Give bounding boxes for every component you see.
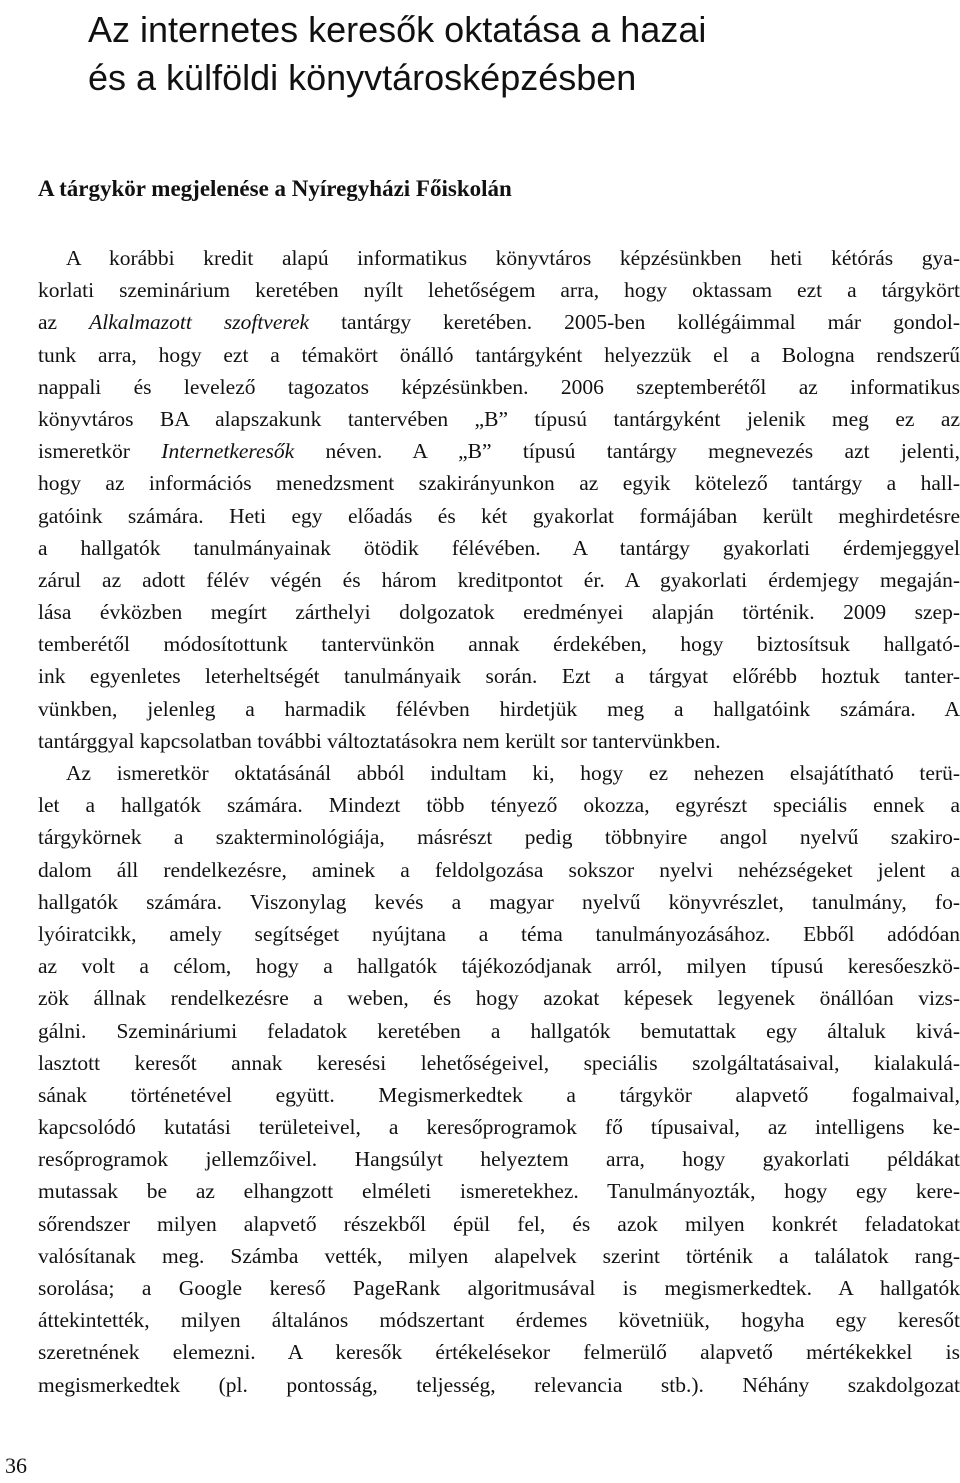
body-line: resőprogramok jellemzőivel. Hangsúlyt helyeztem arra, hogy gyakorlati példákat [38,1147,960,1172]
body-line: Az ismeretkör oktatásánál abból indultam ki, hogy ez nehezen elsajátítható terü- [66,761,960,785]
body-line: lása évközben megírt zárthelyi dolgozatok eredményei alapján történik. 2009 szep- [38,600,960,625]
body-line: lasztott keresőt annak keresési lehetőségeivel, speciális szolgáltatásaival, kialakulá- [38,1050,960,1075]
body-line: az Alkalmazott szoftverek tantárgy keretében. 2005-ben kollégáimmal már gondol- [38,310,960,335]
body-line: tantárggyal kapcsolatban további változtatásokra nem került sor tantervünkben. [38,728,721,753]
body-line: tunk arra, hogy ezt a témakört önálló tantárgyként helyezzük el a Bologna rendszerű [38,342,960,367]
body-line: sőrendszer milyen alapvető részekből épül fel, és azok milyen konkrét feladatokat [38,1211,960,1236]
body-line: mutassak be az elhangzott elméleti ismeretekhez. Tanulmányozták, hogy egy kere- [38,1179,960,1204]
body-line: vünkben, jelenleg a harmadik félévben hirdetjük meg a hallgatóink számára. A [38,696,960,721]
emphasis-subject-name: Internetkeresők [161,439,295,464]
body-line: let a hallgatók számára. Mindezt több tényező okozza, egyrészt speciális ennek a [38,793,960,818]
body-line: gatóink számára. Heti egy előadás és két gyakorlat formájában került meghirdetésre [38,503,960,528]
body-line: temberétől módosítottunk tantervünkön annak érdekében, hogy biztosítsuk hallgató- [38,632,960,657]
body-line: hogy az információs menedzsment szakirányunkon az egyik kötelező tantárgy a hall- [38,471,960,496]
body-line: valósítanak meg. Számba vették, milyen alapelvek szerint történik a találatok rang- [38,1243,960,1268]
body-line: dalom áll rendelkezésre, aminek a feldolgozása sokszor nyelvi nehézségeket jelent a [38,857,960,882]
body-line: szeretnének elemezni. A keresők értékelésekor felmerülő alapvető mértékekkel is [38,1340,960,1365]
body-line: az volt a célom, hogy a hallgatók tájékozódjanak arról, milyen típusú keresőeszkö- [38,954,960,979]
body-line: nappali és levelező tagozatos képzésünkben. 2006 szeptemberétől az informatikus [38,374,960,399]
body-line: hallgatók számára. Viszonylag kevés a magyar nyelvű könyvrészlet, tanulmány, fo- [38,889,960,914]
page-title-line-2: és a külföldi könyvtárosképzésben [88,57,637,98]
body-line: korlati szeminárium keretében nyílt lehetőségem arra, hogy oktassam ezt a tárgykört [38,278,960,303]
body-line: áttekintették, milyen általános módszertant érdemes követniük, hogyha egy keresőt [38,1308,960,1333]
body-line: könyvtáros BA alapszakunk tantervében „B” típusú tantárgyként jelenik meg ez az [38,406,960,431]
page-number: 36 [5,1453,27,1478]
body-line: kapcsolódó kutatási területeivel, a keresőprogramok fő típusaival, az intelligens ke- [38,1115,960,1140]
body-line: gálni. Szemináriumi feladatok keretében a hallgatók bemutattak egy általuk kivá- [38,1018,960,1043]
body-text [38,242,960,1401]
page-title [88,6,948,102]
body-line: a hallgatók tanulmányainak ötödik félévében. A tantárgy gyakorlati érdemjeggyel [38,535,960,560]
body-line: zök állnak rendelkezésre a weben, és hogy azokat képesek legyenek önállóan vizs- [38,986,960,1011]
page-title-line-1: Az internetes keresők oktatása a hazai [88,9,707,50]
body-line: A korábbi kredit alapú informatikus könyvtáros képzésünkben heti kétórás gya- [66,246,960,270]
body-line: sorolása; a Google kereső PageRank algoritmusával is megismerkedtek. A hallgatók [38,1276,960,1300]
body-line: tárgykörnek a szakterminológiája, másrészt pedig többnyire angol nyelvű szakiro- [38,825,960,850]
body-line: lyóiratcikk, amely segítséget nyújtana a téma tanulmányozásához. Ebből adódóan [38,921,960,946]
body-line: ismeretkör Internetkeresők néven. A „B” típusú tantárgy megnevezés azt jelenti, [38,439,960,464]
body-line: megismerkedtek (pl. pontosság, teljesség, relevancia stb.). Néhány szakdolgozat [38,1372,960,1397]
body-line: zárul az adott félév végén és három kreditpontot ér. A gyakorlati érdemjegy megaján- [38,567,960,592]
section-heading: A tárgykör megjelenése a Nyíregyházi Főiskolán [38,176,512,201]
body-line: sának történetével együtt. Megismerkedtek a tárgykör alapvető fogalmaival, [38,1082,960,1107]
body-line: ink egyenletes leterheltségét tanulmányaik során. Ezt a tárgyat előrébb hoztuk tanter- [38,664,960,689]
emphasis-course-name: Alkalmazott szoftverek [89,310,310,335]
